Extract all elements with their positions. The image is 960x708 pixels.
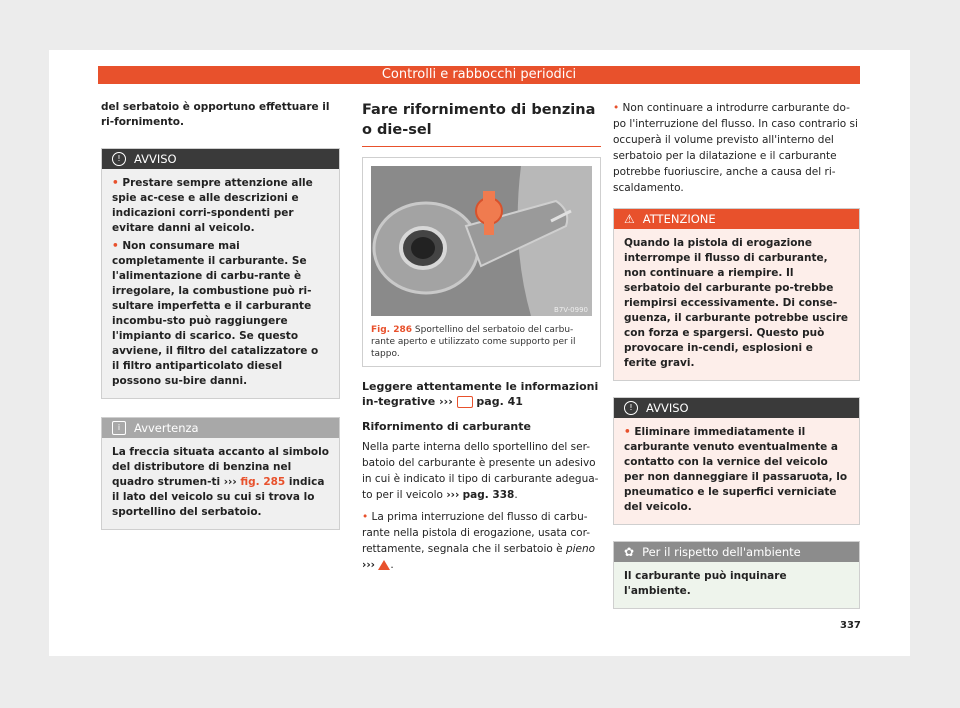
- chapter-header: Controlli e rabbocchi periodici: [98, 66, 860, 84]
- paragraph-3-text: Non continuare a introdurre carburante do-po l'interruzione del flusso. In caso contrario si occuperà il volume previsto all'interno del serbatoio per la dilatazione e il carburante potrebbe fuoriuscire, anche a causa del ri-scaldamento.: [613, 102, 858, 194]
- avviso-bullet-1-text: Prestare sempre attenzione alle spie ac-cese e alle descrizioni e indicazioni corri-spondenti per evitare danni al veicolo.: [112, 177, 313, 234]
- avvertenza-text-a: La freccia situata accanto al simbolo del distributore di benzina nel quadro strumen-ti: [112, 446, 329, 488]
- section-title: Fare rifornimento di benzina o die-sel: [362, 100, 601, 147]
- avvertenza-header: [102, 418, 339, 438]
- figure-code: B7V-0990: [554, 306, 588, 314]
- avviso-bullet-2: • Non consumare mai completamente il carburante. Se l'alimentazione di carbu-rante è irregolare, la combustione può ri-sultare imperfetta e il carburante incombu-sto può raggiungere l'impianto di scarico. Se questo avviene, il filtro del catalizzatore o il filtro antiparticolato diesel possono su-bire danni.: [112, 240, 319, 387]
- avvertenza-arrows: ›››: [223, 476, 237, 488]
- paragraph-2-text: La prima interruzione del flusso di carbu-rante nella pistola di erogazione, usata cor-rettamente, segnala che il serbatoio è: [362, 511, 591, 555]
- figure-number: Fig. 286: [371, 325, 413, 335]
- paragraph-2-arrows: ›››: [362, 559, 375, 571]
- read-note: [362, 379, 601, 409]
- page-338-link[interactable]: pag. 338: [462, 489, 515, 501]
- avviso-box-2: [613, 397, 860, 525]
- read-note-arrows: ›››: [439, 395, 453, 408]
- avvertenza-text-b: indica il lato del veicolo su cui si trova lo sportellino del serbatoio.: [112, 476, 325, 518]
- attenzione-body: Quando la pistola di erogazione interrompe il flusso di carburante, non continuare a riempire. Il serbatoio del carburante po-trebbe riempirsi eccessivamente. Di conse-guenza, il carburante potrebbe uscire con forza e spargersi. Questo può provocare in-cendi, esplosioni e ferite gravi.: [624, 237, 849, 369]
- paragraph-1-end: .: [514, 489, 518, 501]
- warning-triangle-icon[interactable]: [378, 560, 390, 570]
- avviso-header-2: [614, 398, 859, 418]
- book-icon: [457, 396, 473, 408]
- info-square-icon: i: [112, 421, 126, 435]
- info-circle-icon: !: [624, 401, 638, 415]
- avviso-text-2: Eliminare immediatamente il carburante venuto eventualmente a contatto con la vernice del veicolo per non danneggiare il passaruota, lo pneumatico e le superfici verniciate del veicolo.: [624, 426, 848, 513]
- figure-caption: [363, 324, 600, 366]
- read-note-text: Leggere attentamente le informazioni in-tegrative: [362, 380, 599, 408]
- avviso-body-2: • Eliminare immediatamente il carburante venuto eventualmente a contatto con la vernice del veicolo per non danneggiare il passaruota, lo pneumatico e le superfici verniciate del veicolo.: [624, 426, 848, 513]
- ambiente-box: [613, 541, 860, 609]
- paragraph-2-end: .: [390, 559, 394, 571]
- avviso-body: [102, 169, 339, 398]
- avviso-box: [101, 148, 340, 399]
- fig-285-link[interactable]: fig. 285: [240, 476, 286, 488]
- warning-triangle-icon: ⚠: [624, 212, 635, 226]
- bullet-icon: •: [613, 102, 620, 114]
- attenzione-box: [613, 208, 860, 381]
- fuel-flap-illustration: [371, 166, 592, 316]
- avviso-bullet-2-text: Non consumare mai completamente il carburante. Se l'alimentazione di carbu-rante è irregolare, la combustione può ri-sultare imperfetta e il carburante incombu-sto può raggiungere l'impianto di scarico. Se questo avviene, il filtro del catalizzatore o il filtro antiparticolato diesel possono su-bire danni.: [112, 240, 319, 387]
- paragraph-1-text: Nella parte interna dello sportellino del ser-batoio del carburante è presente un adesivo in cui è indicato il tipo di carburante adegua-to per il veicolo: [362, 441, 599, 501]
- avvertenza-body: [102, 438, 339, 529]
- avvertenza-box: [101, 417, 340, 530]
- page-number: 337: [840, 620, 861, 631]
- paragraph-3: [613, 100, 860, 196]
- column-right: [613, 100, 860, 609]
- ambiente-body: Il carburante può inquinare l'ambiente.: [624, 570, 787, 597]
- avviso-bullet-1: • Prestare sempre attenzione alle spie ac-cese e alle descrizioni e indicazioni corri-spondenti per evitare danni al veicolo.: [112, 177, 313, 234]
- avviso-label-2: AVVISO: [646, 401, 689, 415]
- intro-text: del serbatoio è opportuno effettuare il ri-fornimento.: [101, 101, 330, 128]
- paragraph-1-arrows: ›››: [446, 489, 460, 501]
- subheading: Rifornimento di carburante: [362, 420, 531, 433]
- avviso-header: [102, 149, 339, 169]
- figure-286: [362, 157, 601, 367]
- fuel-flap-image: [371, 166, 592, 316]
- paragraph-2-italic: pieno: [565, 543, 596, 555]
- avviso-label: AVVISO: [134, 152, 177, 166]
- column-left: [101, 100, 340, 530]
- attenzione-label: ATTENZIONE: [642, 212, 716, 226]
- paragraph-2: [362, 509, 601, 573]
- attenzione-header: [614, 209, 859, 229]
- ambiente-header: [614, 542, 859, 562]
- ambiente-label: Per il rispetto dell'ambiente: [642, 545, 801, 559]
- avvertenza-label: Avvertenza: [134, 421, 199, 435]
- info-circle-icon: !: [112, 152, 126, 166]
- flower-icon: ✿: [624, 545, 635, 559]
- figure-caption-text: Sportellino del serbatoio del carbu-rante aperto e utilizzato come supporto per il tappo.: [371, 325, 576, 359]
- paragraph-1: [362, 439, 601, 503]
- read-note-page-link[interactable]: pag. 41: [476, 395, 523, 408]
- bullet-icon: •: [362, 511, 369, 523]
- column-middle: [362, 100, 601, 573]
